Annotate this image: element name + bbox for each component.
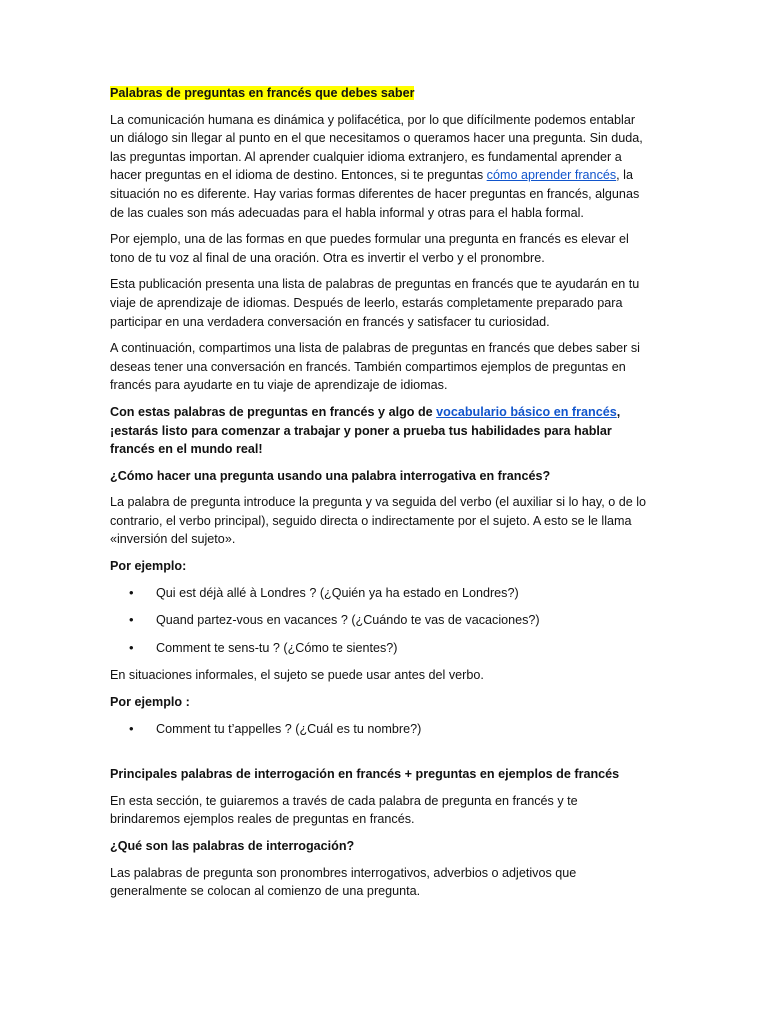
list-item: • Comment tu t’appelles ? (¿Cuál es tu nombre?): [110, 720, 650, 739]
spacer: [110, 747, 650, 765]
example-list-2: [110, 720, 650, 739]
vocabulario-text: Con estas palabras de preguntas en francés y algo de: [110, 404, 437, 419]
document-page: [110, 84, 650, 909]
link-como-aprender-frances[interactable]: cómo aprender francés: [486, 168, 617, 183]
paragraph-ejemplo-tono: Por ejemplo, una de las formas en que puedes formular una pregunta en francés es elevar el tono de tu voz al final de una oración. Otra es invertir el verbo y el pronombre.: [110, 232, 629, 265]
paragraph-informales: En situaciones informales, el sujeto se puede usar antes del verbo.: [110, 668, 484, 683]
paragraph-vocabulario: [110, 403, 650, 459]
heading-como-hacer-pregunta: ¿Cómo hacer una pregunta usando una palabra interrogativa en francés?: [110, 468, 551, 483]
label-por-ejemplo: Por ejemplo:: [110, 559, 187, 574]
paragraph-seccion: En esta sección, te guiaremos a través de cada palabra de pregunta en francés y te brindaremos ejemplos reales de preguntas en francés.: [110, 793, 578, 827]
paragraph-continuacion: A continuación, compartimos una lista de palabras de preguntas en francés que debes saber si deseas tener una conversación en francés. También compartimos ejemplos de preguntas en francés para ayudarte en tu viaje de aprendizaje de idiomas.: [110, 341, 640, 393]
intro-paragraph: [110, 111, 650, 223]
paragraph-inversion: La palabra de pregunta introduce la pregunta y va seguida del verbo (el auxiliar si lo hay, o de lo contrario, el verbo principal), seguido directa o indirectamente por el sujeto. A esto se le llama «inversión del sujeto».: [110, 495, 647, 547]
list-item: • Comment te sens-tu ? (¿Cómo te sientes?): [110, 639, 650, 658]
highlighted-title: Palabras de preguntas en francés que debes saber: [110, 86, 415, 100]
intro-text-continued: , la situación no es diferente. Hay varias formas diferentes de hacer preguntas en francés, algunas de las cuales son más adecuadas para el habla informal y otras para el habla formal.: [110, 168, 640, 220]
list-item: • Qui est déjà allé à Londres ? (¿Quién ya ha estado en Londres?): [110, 584, 650, 603]
paragraph-publicacion: Esta publicación presenta una lista de palabras de preguntas en francés que te ayudarán en tu viaje de aprendizaje de idiomas. Después de leerlo, estarás completamente preparado para participar en una verdadera conversación en francés y satisfacer tu curiosidad.: [110, 277, 640, 329]
heading-principales-palabras: Principales palabras de interrogación en francés + preguntas en ejemplos de francés: [110, 767, 620, 782]
document-title: [110, 84, 650, 103]
list-item: • Quand partez-vous en vacances ? (¿Cuándo te vas de vacaciones?): [110, 611, 650, 630]
example-list-1: [110, 584, 650, 658]
label-por-ejemplo-2: Por ejemplo :: [110, 695, 190, 710]
vocabulario-text-continued: , ¡estarás listo para comenzar a trabajar y poner a prueba tus habilidades para hablar francés en el mundo real!: [110, 404, 621, 457]
heading-que-son: ¿Qué son las palabras de interrogación?: [110, 839, 355, 853]
intro-text: La comunicación humana es dinámica y polifacética, por lo que difícilmente podemos entablar un diálogo sin llegar al punto en el que necesitamos o queramos hacer una pregunta. Sin duda, las preguntas importan. Al aprender cualquier idioma extranjero, es fundamental aprender a hacer preguntas en el idioma de destino. Entonces, si te preguntas: [110, 112, 643, 183]
paragraph-definicion: Las palabras de pregunta son pronombres interrogativos, adverbios o adjetivos que generalmente se colocan al comienzo de una pregunta.: [110, 865, 577, 899]
link-vocabulario-basico[interactable]: vocabulario básico en francés: [436, 404, 617, 419]
